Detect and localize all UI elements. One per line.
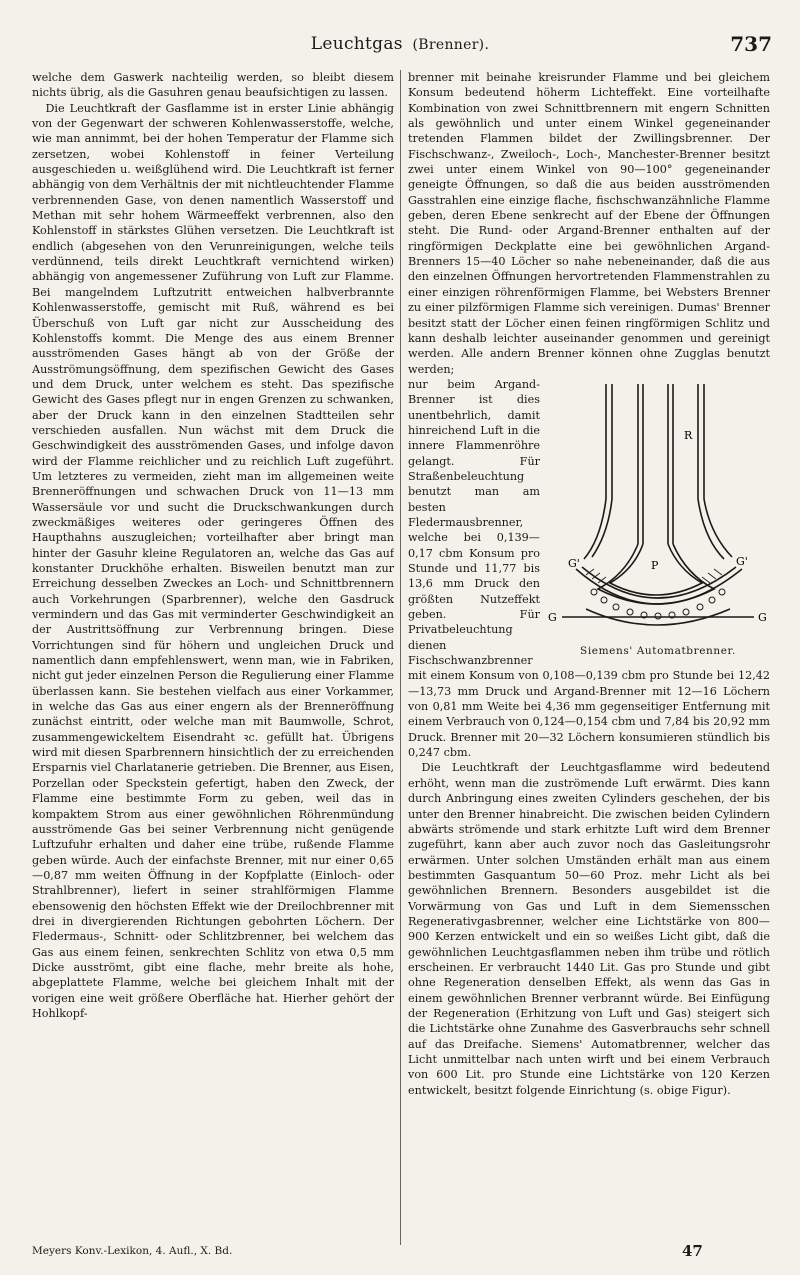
column-divider — [400, 70, 401, 1245]
paragraph: Die Leuchtkraft der Leuchtgasflamme wird bedeutend erhöht, wenn man die zuströmende Luft erwärmt. Dies kann durch Anbringung eines zweiten Cylinders geschehen, der bis unter den Brenner hinabreicht. Die zwischen beiden Cylindern abwärts strömende und stark erhitzte Luft wird dem Brenner zugeführt, kann aber auch zuvor noch das Gasleitungsrohr erwärmen. Unter solchen Umständen erhält man aus einem bestimmten Gasquantum 50—60 Proz. mehr Licht als bei gewöhnlichen Brennern. Besonders ausgebildet ist die Vorwärmung von Gas und Luft in dem Siemensschen Regenerativgasbrenner, welcher eine Lichtstärke von 800—900 Kerzen entwickelt und ein so weißes Licht gibt, daß die gewöhnlichen Leuchtgasflammen neben ihm trübe und rötlich erscheinen. Er verbraucht 1440 Lit. Gas pro Stunde und gibt ohne Regeneration denselben Effekt, als wenn das Gas in einem gewöhnlichen Brenner verbrannt würde. Bei Einfügung der Regeneration (Erhitzung von Luft und Gas) steigert sich die Lichtstärke ohne Zunahme des Gasverbrauchs sehr schnell auf das Dreifache. Siemens' Automatbrenner, welcher das Licht unmittelbar nach unten wirft und bei einem Verbrauch von 600 Lit. pro Stunde eine Lichtstärke von 120 Kerzen entwickelt, besitzt folgende Einrichtung (s. obige Figur). — [408, 761, 770, 1097]
paragraph: brenner mit beinahe kreisrunder Flamme und bei gleichem Konsum bedeutend höherm Lichteffekt. Eine vorteilhafte Kombination von zwei Schnittbrennern mit engern Schnitten als gewöhnlich und unter einem Winkel gegeneinander tretenden Flammen bildet der Zwillingsbrenner. Der Fischschwanz-, Zweiloch-, Loch-, Manchester-Brenner besitzt zwei unter einem Winkel von 90—100° gegeneinander geneigte Öffnungen, so daß die aus beiden ausströmenden Gasstrahlen eine einzige flache, fischschwanzähnliche Flamme geben, deren Ebene senkrecht auf der Ebene der Öffnungen steht. Die Rund- oder Argand-Brenner enthalten auf der ringförmigen Deckplatte eine bei gewöhnlichen Argand-Brenners 15—40 Löcher so nahe nebeneinander, daß die aus den einzelnen Öffnungen hervortretenden Flammenstrahlen zu einer einzigen röhrenförmigen Flamme, bei Websters Brenner zu einer pilzförmigen Flamme sich vereinigen. Dumas' Brenner besitzt statt der Löcher einen feinen ringförmigen Schlitz und kann deshalb leichter auseinander genommen und gereinigt werden. Alle andern Brenner können ohne Zugglas benutzt werden; — [408, 71, 770, 376]
subtitle-text: (Brenner). — [412, 37, 490, 53]
label-g-right: G — [758, 610, 767, 624]
page-footer — [32, 1242, 772, 1265]
label-g-prime-left: G' — [568, 556, 580, 570]
title-text: Leuchtgas — [310, 34, 403, 54]
label-r: R — [684, 428, 693, 442]
label-p: P — [651, 558, 659, 572]
page-number: 737 — [730, 32, 772, 56]
signature-mark: 47 — [682, 1242, 703, 1260]
label-g-prime-right: G' — [736, 554, 748, 568]
figure-caption: Siemens' Automatbrenner. — [580, 644, 736, 657]
running-title — [0, 34, 800, 54]
imprint: Meyers Konv.-Lexikon, 4. Aufl., X. Bd. — [32, 1245, 233, 1257]
paragraph: Die Leuchtkraft der Gasflamme ist in erster Linie abhängig von der Gegenwart der schweren Kohlenwasserstoffe, welche, wie man annimmt, bei der hohen Temperatur der Flamme sich zersetzen, wobei Kohlenstoff in feiner Verteilung ausgeschieden u. weißglühend wird. Die Leuchtkraft ist ferner abhängig von dem Verhältnis der mit nichtleuchtender Flamme verbrennenden Gase, von denen namentlich Wasserstoff und Methan mit sehr hohem Wärmeeffekt verbrennen, also den Kohlenstoff in stärkstes Glühen versetzen. Die Leuchtkraft ist endlich (abgesehen von den Verunreinigungen, welche teils verdünnend, teils direkt Leuchtkraft vernichtend wirken) abhängig von angemessener Zuführung von Luft zur Flamme. Bei mangelndem Luftzutritt entweichen halbverbrannte Kohlenwasserstoffe, gemischt mit Ruß, während es bei Überschuß von Luft gar nicht zur Ausscheidung des Kohlenstoffs kommt. Die Menge des aus einem Brenner ausströmenden Gases hängt ab von der Größe der Ausströmungsöffnung, dem spezifischen Gewicht des Gases und dem Druck, unter welchem es steht. Das spezifische Gewicht des Gases pflegt nur in engen Grenzen zu schwanken, aber der Druck kann in den einzelnen Stadtteilen sehr verschieden ausfallen. Nun wächst mit dem Druck die Geschwindigkeit des ausströmenden Gases, und infolge davon wird der Flamme reichlicher und zu reichlich Luft zugeführt. Um letzteres zu vermeiden, zieht man im allgemeinen weite Brenneröffnungen und schwachen Druck von 11—13 mm Wassersäule vor und sucht die Druckschwankungen durch zweckmäßiges weiteres oder geringeres Öffnen des Haupthahns auszugleichen; vorteilhafter aber bringt man hinter der Gasuhr kleine Regulatoren an, welche das Gas auf konstanter Druckhöhe erhalten. Bisweilen benutzt man zur Erreichung desselben Zweckes an Loch- und Schnittbrennern auch Vorkehrungen (Sparbrenner), welche den Gasdruck vermindern und das Gas mit verminderter Geschwindigkeit an der Austrittsöffnung zur Verbrennung bringen. Diese Vorrichtungen sind für höhern und ungleichen Druck und namentlich dann empfehlenswert, wenn man, wie in Fabriken, nicht gut jeder einzelnen Person die Regulierung einer Flamme überlassen kann. Sie bestehen vielfach aus einer Vorkammer, in welche das Gas aus einer engern als der Brenneröffnung zunächst eintritt, oder welche man mit Baumwolle, Schrot, zusammengewickeltem Eisendraht ꝛc. gefüllt hat. Übrigens wird mit diesen Sparbrennern hinsichtlich der zu erreichenden Ersparnis viel Charlatanerie getrieben. Die Brenner, aus Eisen, Porzellan oder Speckstein gefertigt, haben den Zweck, der Flamme eine bestimmte Form zu geben, weil das in kompaktem Strom aus einer gewöhnlichen Röhrenmündung ausströmende Gas bei seiner Verbrennung nicht genügende Luftzufuhr erhalten und daher eine trübe, rußende Flamme geben würde. Auch der einfachste Brenner, mit nur einer 0,65—0,87 mm weiten Öffnung in der Kopfplatte (Einloch- oder Strahlbrenner), liefert in seiner strahlförmigen Flamme ebensowenig den höchsten Effekt wie der Dreilochbrenner mit drei in divergierenden Richtungen gebohrten Löchern. Der Fledermaus-, Schnitt- oder Schlitzbrenner, bei welchem das Gas aus einem feinen, senkrechten Schlitz von etwa 0,5 mm Dicke ausströmt, gibt eine flache, mehr breite als hohe, abgeplattete Flamme, welche bei gleichem Inhalt mit der vorigen eine weit größere Oberfläche hat. Hierher gehört der Hohlkopf- — [32, 101, 394, 1020]
paragraph: welche dem Gaswerk nachteilig werden, so bleibt diesem nichts übrig, als die Gasuhren genau beaufsichtigen zu lassen. — [32, 71, 394, 100]
paragraph: nur beim Argand-Brenner ist dies unentbehrlich, damit hinreichend Luft in die innere Flammenröhre gelangt. Für Straßenbeleuchtung benutzt man am besten Fledermausbrenner, welche bei 0,139—0,17 cbm Konsum pro Stunde und 11,77 bis 13,6 mm Druck den größten Nutzeffekt geben. Für Privatbeleuchtung dienen Fischschwanzbrenner mit einem Konsum von 0,108—0,139 cbm pro Stunde bei 12,42—13,73 mm Druck und Argand-Brenner mit 12—16 Löchern von 0,81 mm Weite bei 4,36 mm gegenseitiger Entfernung mit einem Verbrauch von 0,124—0,154 cbm und 7,84 bis 20,92 mm Druck. Brenner mit 20—32 Löchern konsumieren stündlich bis 0,247 cbm. — [408, 377, 770, 760]
running-header — [0, 32, 800, 62]
right-column — [408, 70, 770, 1240]
left-column — [32, 70, 394, 1240]
burner-figure — [546, 379, 770, 659]
burner-diagram — [546, 379, 770, 639]
label-g-left: G — [548, 610, 557, 624]
